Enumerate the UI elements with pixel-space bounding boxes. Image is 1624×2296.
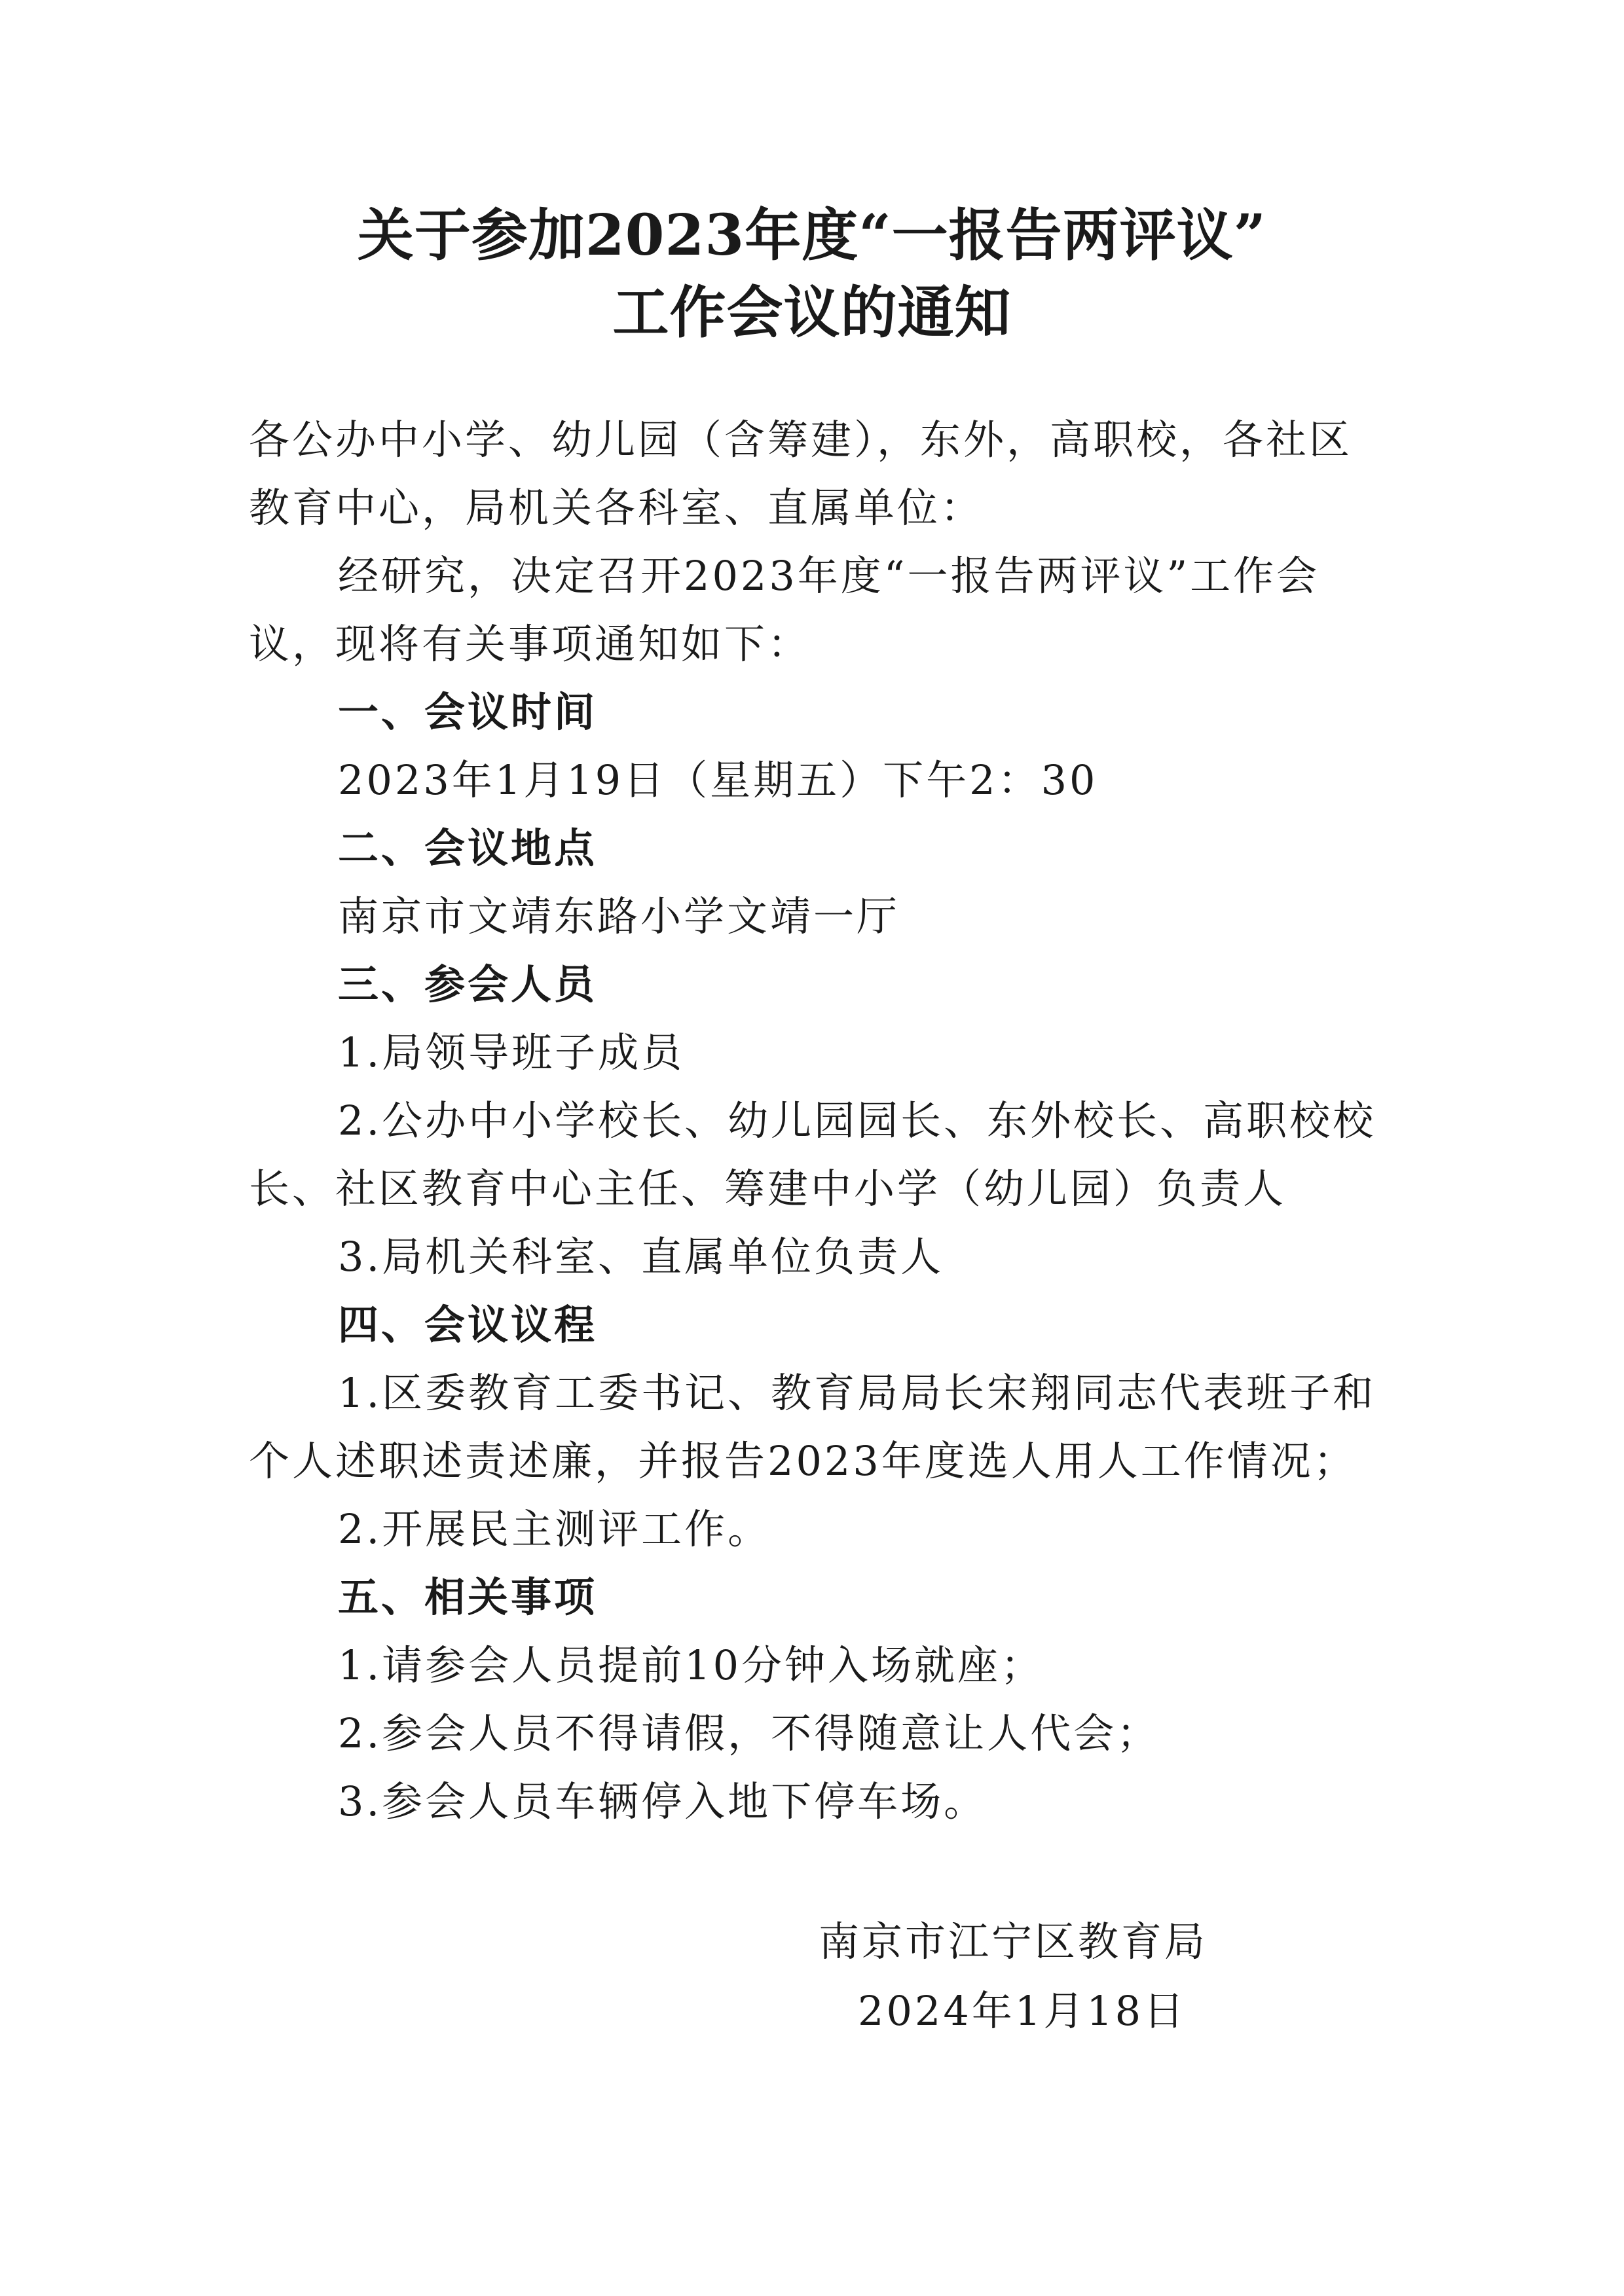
meeting-time-text: 2023年1月19日（星期五）下午2：30	[338, 756, 1098, 804]
section-heading-attendees: 三、参会人员	[338, 960, 598, 1008]
section-heading-notes: 五、相关事项	[338, 1573, 598, 1621]
notes-item: 3.参会人员车辆停入地下停车场。	[338, 1777, 987, 1825]
section-heading-place: 二、会议地点	[338, 824, 598, 872]
recipients-paragraph: 各公办中小学、幼儿园（含筹建），东外，高职校，各社区教育中心，局机关各科室、直属单位：	[249, 416, 1353, 532]
notice-title-line-1: 关于参加2023年度“一报告两评议”	[357, 202, 1267, 268]
section-heading-agenda: 四、会议议程	[338, 1301, 598, 1349]
agenda-item: 2.开展民主测评工作。	[338, 1505, 771, 1553]
meeting-place-text: 南京市文靖东路小学文靖一厅	[338, 892, 900, 940]
attendees-item: 3.局机关科室、直属单位负责人	[338, 1233, 944, 1281]
notes-item: 1.请参会人员提前10分钟入场就座；	[338, 1641, 1044, 1689]
agenda-item: 1.区委教育工委书记、教育局局长宋翔同志代表班子和个人述职述责述廉，并报告2023年度选人用人工作情况；	[249, 1369, 1376, 1485]
intro-paragraph: 经研究，决定召开2023年度“一报告两评议”工作会议，现将有关事项通知如下：	[249, 552, 1320, 668]
section-heading-time: 一、会议时间	[338, 688, 598, 736]
notice-body	[249, 406, 1388, 1836]
notice-title-line-2: 工作会议的通知	[612, 280, 1012, 346]
signature-organization: 南京市江宁区教育局	[819, 1918, 1208, 1965]
notes-item: 2.参会人员不得请假，不得随意让人代会；	[338, 1709, 1160, 1757]
attendees-item: 1.局领导班子成员	[338, 1029, 685, 1076]
attendees-item: 2.公办中小学校长、幼儿园园长、东外校长、高职校校长、社区教育中心主任、筹建中小学（幼儿园）负责人	[249, 1097, 1376, 1212]
signature-date: 2024年1月18日	[858, 1987, 1187, 2035]
